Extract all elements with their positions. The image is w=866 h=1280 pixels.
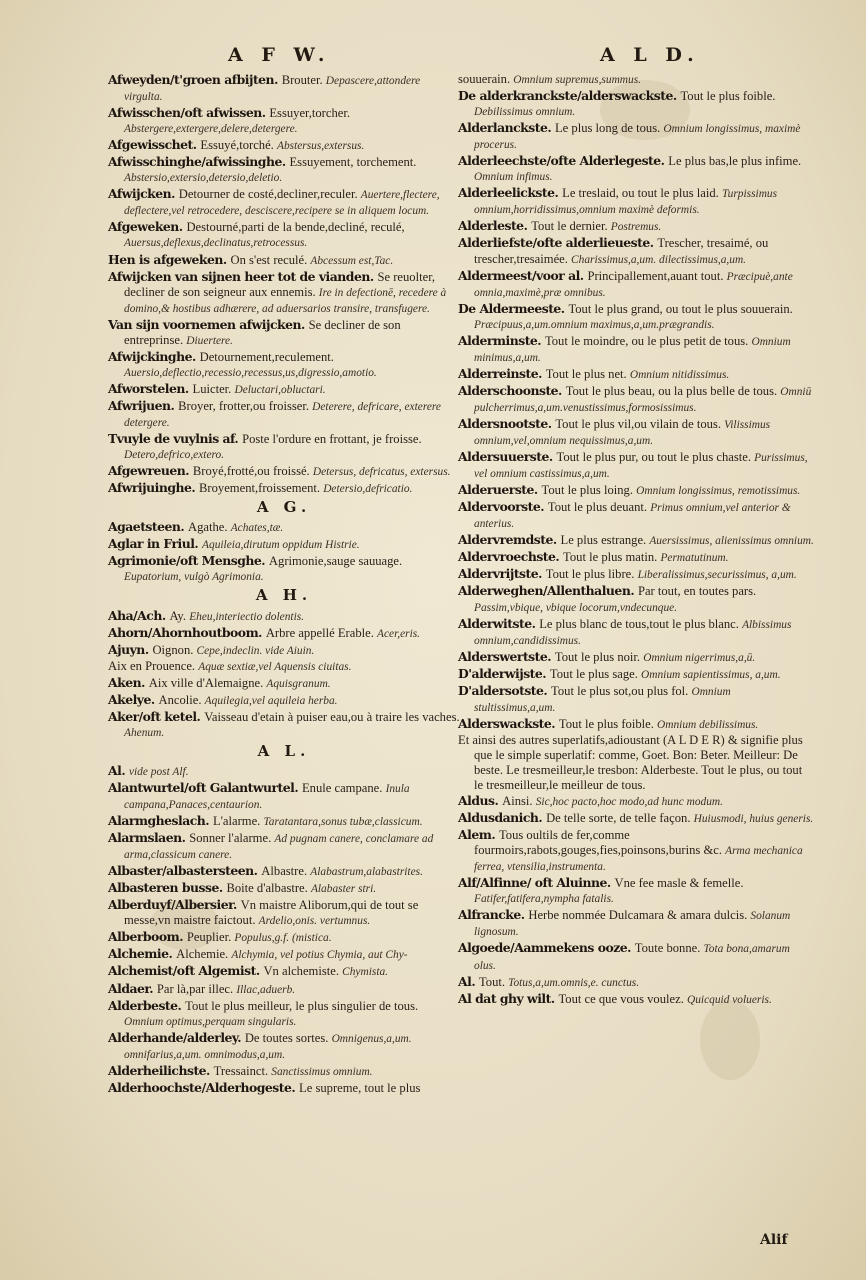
headword: Al dat ghy wilt. — [458, 990, 559, 1006]
headword: Alderliefste/ofte alderlieueste. — [458, 235, 658, 251]
french-gloss: Tout le plus foible. — [680, 89, 776, 104]
headword: Afworstelen. — [108, 380, 193, 396]
latin-gloss: Liberalissimus,securissimus, a,um. — [637, 569, 797, 582]
dictionary-entry — [108, 536, 460, 553]
latin-gloss: Auersissimus, alienissimus omnium. — [649, 535, 814, 548]
headword: Algoede/Aammekens ooze. — [458, 940, 635, 956]
french-gloss: Tout le plus meilleur, le plus singulier de tous. — [185, 998, 419, 1013]
french-gloss: Broyement,froissement. — [199, 481, 324, 496]
dictionary-entry — [458, 666, 814, 683]
french-gloss: Alchemie. — [176, 947, 232, 962]
dictionary-entry — [108, 692, 460, 709]
latin-gloss: Omnium stultissimus,a,um. — [474, 685, 731, 714]
french-gloss: Vn maistre Aliborum,qui de tout se messe,vn maistre faictout. — [124, 898, 419, 928]
latin-gloss: Charissimus,a,um. dilectissimus,a,um. — [571, 253, 747, 266]
header-right: A L D. — [600, 44, 700, 66]
latin-gloss: Omnium nigerrimus,a,ū. — [643, 651, 756, 664]
latin-gloss: Omnium minimus,a,um. — [474, 335, 791, 364]
french-gloss: Tout le plus pur, ou tout le plus chaste. — [556, 450, 755, 465]
headword: Agaetsteen. — [108, 519, 189, 535]
dictionary-entry — [458, 991, 814, 1008]
headword: Afwisschen/oft afwissen. — [108, 105, 270, 121]
headword: Alberduyf/Albersier. — [108, 897, 241, 913]
french-gloss: L'alarme. — [212, 814, 264, 829]
dictionary-entry — [108, 998, 460, 1030]
headword: Aker/oft ketel. — [108, 708, 205, 724]
french-gloss: Tout le plus libre. — [545, 567, 638, 582]
headword: Afgewisschet. — [108, 137, 201, 153]
headword: Van sijn voornemen afwijcken. — [108, 316, 309, 332]
dictionary-entry — [458, 449, 814, 482]
dictionary-entry — [458, 383, 814, 416]
latin-gloss: Permatutinum. — [660, 552, 729, 565]
french-gloss: Tout. — [478, 974, 509, 989]
headword: Aldervoorste. — [458, 499, 548, 515]
headword: Albaster/albastersteen. — [108, 863, 262, 879]
dictionary-entry — [458, 974, 814, 991]
dictionary-entry — [458, 940, 814, 973]
headword: Alarmgheslach. — [108, 813, 213, 829]
french-gloss: De toutes sortes. — [244, 1030, 332, 1045]
french-gloss: Broyé,frotté,ou froissé. — [192, 464, 313, 479]
latin-gloss: Acer,eris. — [377, 627, 421, 640]
dictionary-entry — [458, 482, 814, 499]
french-gloss: Essuyement, torchement. — [289, 155, 417, 170]
headword: Hen is afgeweken. — [108, 251, 231, 267]
latin-gloss: Aquisgranum. — [266, 677, 331, 690]
headword: Aldersuuerste. — [458, 449, 557, 465]
latin-gloss: Omnium optimus,perquam singularis. — [124, 1015, 297, 1028]
french-gloss: Herbe nommée Dulcamara & amara dulcis. — [528, 908, 751, 923]
dictionary-entry — [458, 72, 814, 88]
latin-gloss: Auersio,deflectio,recessio,recessus,us,digressio,amotio. — [124, 366, 377, 379]
dictionary-entry — [458, 235, 814, 267]
headword: Alderwitste. — [458, 615, 540, 631]
french-gloss: Oignon. — [152, 642, 197, 657]
latin-gloss: Taratantara,sonus tubæ,classicum. — [263, 816, 423, 829]
latin-gloss: Omniū pulcherrimus,a,um.venustissimus,formosissimus. — [474, 385, 812, 414]
dictionary-entry — [458, 566, 814, 583]
latin-gloss: Alabastrum,alabastrites. — [310, 866, 423, 879]
french-gloss: Tout le plus beau, ou la plus belle de tous. — [565, 383, 781, 398]
french-gloss: Tout le plus sage. — [549, 666, 642, 681]
latin-gloss: Huiusmodi, huius generis. — [693, 813, 814, 826]
headword: Afgewreuen. — [108, 463, 193, 479]
dictionary-entry — [458, 532, 814, 549]
latin-gloss: Solanum lignosum. — [474, 910, 791, 939]
dictionary-entry — [108, 186, 460, 219]
french-gloss: Tout le plus grand, ou tout le plus souuerain. — [568, 301, 793, 316]
paper-stain — [700, 1000, 760, 1080]
french-gloss: Aix ville d'Alemaigne. — [148, 675, 267, 690]
dictionary-entry — [458, 366, 814, 383]
french-gloss: Luicter. — [192, 381, 235, 396]
latin-gloss: Omnium nitidissimus. — [629, 368, 730, 381]
latin-gloss: Inula campana,Panaces,centaurion. — [124, 782, 410, 812]
catchword: Alif — [760, 1232, 788, 1248]
headword: Aken. — [108, 674, 149, 690]
french-gloss: Ancolie. — [158, 692, 205, 707]
latin-gloss: Deterere, defricare, exterere detergere. — [124, 400, 441, 429]
dictionary-entry — [458, 616, 814, 649]
headword: Alberboom. — [108, 929, 187, 945]
french-gloss: Vne fee masle & femelle. — [614, 876, 744, 891]
dictionary-entry — [458, 301, 814, 333]
latin-gloss: Præcipuè,ante omnia,maximè,præ omnibus. — [474, 270, 793, 299]
dictionary-entry — [108, 1063, 460, 1080]
dictionary-entry — [458, 499, 814, 532]
french-gloss: Detournement,reculement. — [199, 349, 334, 364]
latin-gloss: Illac,aduerb. — [236, 983, 296, 996]
dictionary-entry — [108, 269, 460, 317]
headword: Aldermeest/voor al. — [458, 267, 588, 283]
headword: Alderhoochste/Alderhogeste. — [108, 1079, 300, 1095]
french-gloss: Essuyer,torcher. — [269, 106, 350, 121]
latin-gloss: Omnium sapientissimus, a,um. — [641, 668, 781, 681]
french-gloss: Tout le plus net. — [545, 366, 630, 381]
french-gloss: Par là,par illec. — [156, 981, 237, 996]
french-gloss: souuerain. — [458, 72, 514, 86]
french-gloss: Se decliner de son entreprinse. — [124, 317, 401, 347]
headword: Alderbeste. — [108, 997, 186, 1013]
latin-gloss: Arma mechanica ferrea, vtensilia,instrumenta. — [474, 845, 803, 874]
headword: Ajuyn. — [108, 641, 153, 657]
headword: Al. — [108, 762, 129, 778]
dictionary-entry — [458, 88, 814, 120]
headword: Ahorn/Ahornhoutboom. — [108, 624, 266, 640]
latin-gloss: Populus,g.f. (mistica. — [234, 932, 332, 945]
french-gloss: Arbre appellé Erable. — [265, 625, 377, 640]
headword: Alderleste. — [458, 218, 532, 234]
dictionary-entry — [108, 480, 460, 497]
dictionary-entry — [108, 608, 460, 625]
headword: Akelye. — [108, 691, 159, 707]
headword: Alderschoonste. — [458, 382, 566, 398]
latin-gloss: Ardelio,onis. vertumnus. — [258, 915, 371, 928]
latin-gloss: Vilissimus omnium,vel,omnium nequissimus,a,um. — [474, 418, 771, 448]
dictionary-entry — [108, 963, 460, 980]
french-gloss: Destourné,parti de la bende,decliné, reculé, — [186, 220, 405, 235]
headword: Alderheilichste. — [108, 1062, 214, 1078]
french-gloss: Se reuolter, decliner de son seigneur aux ennemis. — [124, 269, 436, 299]
latin-gloss: Totus,a,um.omnis,e. cunctus. — [508, 976, 640, 989]
latin-gloss: Eheu,interiectio dolentis. — [189, 610, 305, 623]
dictionary-entry — [108, 946, 460, 963]
dictionary-entry — [108, 553, 460, 585]
french-gloss: Tout le plus foible. — [558, 716, 658, 731]
latin-gloss: Ahenum. — [124, 726, 165, 739]
french-gloss: Tous oultils de fer,comme fourmoirs,rabots,gouges,fies,poinsons,burins &c. — [474, 828, 726, 858]
headword: Aldervrijtste. — [458, 566, 546, 582]
latin-gloss: Præcipuus,a,um.omnium maximus,a,um.prægrandis. — [474, 318, 715, 331]
french-gloss: Tout le plus loing. — [541, 483, 637, 498]
latin-gloss: Chymista. — [342, 966, 389, 979]
latin-gloss: Debilissimus omnium. — [474, 106, 576, 119]
latin-gloss: Omnium debilissimus. — [657, 718, 759, 731]
latin-gloss: Abcessum est,Tac. — [310, 254, 394, 267]
headword: Alem. — [458, 827, 499, 843]
latin-gloss: vide post Alf. — [128, 765, 189, 778]
latin-gloss: Cepe,indeclin. vide Aiuin. — [196, 644, 315, 657]
dictionary-entry — [108, 252, 460, 269]
french-gloss: Poste l'ordure en frottant, je froisse. — [242, 432, 422, 447]
latin-gloss: Alabaster stri. — [310, 883, 377, 896]
latin-gloss: Tota bona,amarum olus. — [474, 943, 790, 972]
dictionary-entry — [458, 733, 814, 793]
headword: Alderuerste. — [458, 482, 542, 498]
latin-gloss: Achates,tæ. — [230, 522, 284, 535]
latin-gloss: Abstersus,extersus. — [276, 140, 365, 153]
latin-gloss: Abstersio,extersio,detersio,deletio. — [124, 172, 283, 185]
latin-gloss: Aquilegia,vel aquileia herba. — [204, 694, 338, 707]
latin-gloss: Postremus. — [610, 221, 662, 234]
french-gloss: Aix en Prouence. — [108, 658, 199, 673]
latin-gloss: Omnium infimus. — [474, 171, 553, 184]
french-gloss: Tout le plus matin. — [563, 550, 661, 565]
headword: Aldervroechste. — [458, 549, 564, 565]
dictionary-entry — [458, 683, 814, 716]
french-gloss: Tout le dernier. — [531, 219, 611, 234]
dictionary-entry — [108, 154, 460, 186]
headword: Alderminste. — [458, 332, 545, 348]
dictionary-entry — [108, 659, 460, 675]
headword: D'aldersotste. — [458, 682, 552, 698]
french-gloss: Agathe. — [188, 520, 231, 535]
dictionary-entry — [458, 810, 814, 827]
headword: Aglar in Friul. — [108, 536, 203, 552]
latin-gloss: Primus omnium,vel anterior & anterius. — [474, 502, 791, 531]
latin-gloss: Omnium supremus,summus. — [513, 74, 641, 86]
headword: Afweyden/t'groen afbijten. — [108, 72, 282, 87]
headword: Aldusdanich. — [458, 810, 547, 826]
section-heading: A G. — [256, 498, 312, 517]
dictionary-entry — [458, 827, 814, 875]
headword: Afgeweken. — [108, 219, 187, 235]
dictionary-entry — [458, 649, 814, 666]
headword: Alantwurtel/oft Galantwurtel. — [108, 779, 302, 795]
latin-gloss: Abstergere,extergere,delere,detergere. — [124, 123, 298, 136]
headword: Alarmslaen. — [108, 830, 190, 846]
french-gloss: Tout le plus noir. — [554, 649, 644, 664]
headword: Afwisschinghe/afwissinghe. — [108, 154, 290, 170]
dictionary-entry — [108, 709, 460, 741]
latin-gloss: Detersio,defricatio. — [323, 483, 413, 496]
header-left: A F W. — [228, 44, 331, 66]
french-gloss: Detourner de costé,decliner,reculer. — [178, 187, 361, 202]
french-gloss: Brouter. — [281, 73, 326, 87]
french-gloss: Trescher, tresaimé, ou trescher,tresaimée. — [474, 236, 769, 266]
dictionary-entry — [108, 317, 460, 349]
dictionary-entry — [108, 519, 460, 536]
latin-gloss: Eupatorium, vulgò Agrimonia. — [124, 571, 264, 584]
headword: Aldervremdste. — [458, 532, 561, 548]
dictionary-entry — [458, 416, 814, 449]
headword: Alderswertste. — [458, 648, 555, 664]
headword: Afwijcken van sijnen heer tot de vianden. — [108, 268, 378, 284]
french-gloss: Sonner l'alarme. — [189, 831, 275, 846]
latin-gloss: Ire in defectionē, recedere à domino,& hostibus adhærere, ad aduersarios transire, transfugere. — [124, 286, 447, 315]
french-gloss: Essuyé,torché. — [200, 138, 277, 153]
dictionary-entry — [108, 431, 460, 463]
dictionary-entry — [108, 1080, 460, 1096]
french-gloss: Ainsi. — [502, 794, 536, 809]
french-gloss: Tout le plus sot,ou plus fol. — [551, 683, 692, 698]
latin-gloss: Deluctari,obluctari. — [234, 383, 326, 396]
dictionary-entry — [108, 981, 460, 998]
dictionary-entry — [458, 583, 814, 615]
right-column — [458, 72, 814, 1008]
dictionary-entry — [108, 642, 460, 659]
latin-gloss: Albissimus omnium,candidissimus. — [474, 618, 792, 647]
latin-gloss: Fatifer,fatifera,nympha fatalis. — [474, 893, 614, 906]
french-gloss: Peuplier. — [186, 930, 235, 945]
headword: Tvuyle de vuylnis af. — [108, 431, 243, 447]
dictionary-entry — [108, 813, 460, 830]
dictionary-entry — [108, 105, 460, 137]
headword: Alderleechste/ofte Alderlegeste. — [458, 153, 669, 169]
dictionary-entry — [458, 793, 814, 810]
french-gloss: Tout le plus deuant. — [547, 500, 651, 515]
dictionary-entry — [108, 137, 460, 154]
french-gloss: Tout le plus vil,ou vilain de tous. — [555, 416, 725, 431]
section-heading: A H. — [255, 586, 313, 605]
french-gloss: Albastre. — [261, 864, 311, 879]
dictionary-entry — [108, 219, 460, 251]
french-gloss: De telle sorte, de telle façon. — [546, 811, 694, 826]
dictionary-entry — [108, 863, 460, 880]
latin-gloss: Auersus,deflexus,declinatus,retrocessus. — [124, 237, 308, 250]
headword: Afwrijuen. — [108, 397, 179, 413]
dictionary-entry — [108, 763, 460, 780]
headword: Alderleelickste. — [458, 185, 563, 201]
headword: Alchemist/oft Algemist. — [108, 963, 264, 979]
french-gloss: Boite d'albastre. — [226, 881, 311, 896]
latin-gloss: Omnium longissimus, remotissimus. — [636, 485, 801, 498]
dictionary-entry — [458, 268, 814, 301]
french-gloss: Principallement,auant tout. — [587, 268, 727, 283]
french-gloss: Le treslaid, ou tout le plus laid. — [562, 186, 722, 201]
headword: Alchemie. — [108, 946, 177, 962]
latin-gloss: Auertere,flectere, deflectere,vel retrocedere, desciscere,recipere se in aliquem locum. — [124, 189, 440, 218]
headword: Aldaer. — [108, 980, 157, 996]
french-gloss: Par tout, en toutes pars. — [637, 584, 757, 599]
dictionary-entry — [458, 549, 814, 566]
french-gloss: Le plus long de tous. — [554, 121, 664, 136]
french-gloss: Agrimonie,sauge sauuage. — [268, 554, 403, 569]
french-gloss: Broyer, frotter,ou froisser. — [178, 398, 313, 413]
latin-gloss: Depascere,attondere virgulta. — [124, 75, 421, 104]
latin-gloss: Detero,defrico,extero. — [124, 449, 225, 462]
running-header — [0, 44, 866, 70]
headword: Afwijcken. — [108, 186, 179, 202]
french-gloss: Le plus blanc de tous,tout le plus blanc. — [539, 616, 743, 631]
french-gloss: Le plus estrange. — [560, 533, 650, 548]
headword: Aha/Ach. — [108, 607, 170, 623]
dictionary-entry — [458, 120, 814, 153]
french-gloss: Vaisseau d'etain à puiser eau,ou à traire les vaches. — [204, 709, 460, 724]
latin-gloss: Passim,vbique, vbique locorum,vndecunque. — [474, 601, 678, 614]
headword: Afwrijuinghe. — [108, 480, 200, 496]
dictionary-entry — [108, 880, 460, 897]
latin-gloss: Turpissimus omnium,horridissimus,omnium maximè deformis. — [474, 188, 778, 217]
french-gloss: Tout le moindre, ou le plus petit de tous. — [544, 333, 752, 348]
latin-gloss: Aquileia,dirutum oppidum Histrie. — [202, 539, 360, 552]
latin-gloss: Sic,hoc pacto,hoc modo,ad hunc modum. — [535, 796, 723, 809]
french-gloss: On s'est reculé. — [230, 252, 311, 267]
french-gloss: Enule campane. — [301, 780, 386, 795]
section-heading: A L. — [257, 741, 311, 760]
dictionary-entry — [458, 185, 814, 218]
dictionary-entry — [458, 875, 814, 907]
headword: Aldus. — [458, 793, 503, 809]
dictionary-entry — [108, 625, 460, 642]
headword: Alderreinste. — [458, 365, 546, 381]
latin-gloss: Alchymia, vel potius Chymia, aut Chy- — [231, 949, 408, 962]
dictionary-entry — [108, 929, 460, 946]
headword: Al. — [458, 973, 479, 989]
dictionary-entry — [108, 675, 460, 692]
dictionary-entry — [458, 716, 814, 733]
headword: D'alderwijste. — [458, 665, 550, 681]
dictionary-entry — [108, 381, 460, 398]
dictionary-entry — [458, 218, 814, 235]
latin-gloss: Detersus, defricatus, extersus. — [312, 466, 451, 479]
french-gloss: Toute bonne. — [634, 941, 704, 956]
headword: De alderkranckste/alderswackste. — [458, 88, 681, 104]
headword: Alderweghen/Allenthaluen. — [458, 583, 638, 599]
dictionary-entry — [108, 897, 460, 929]
headword: Alf/Alfinne/ oft Aluinne. — [458, 875, 615, 891]
headword: Agrimonie/oft Mensghe. — [108, 553, 269, 569]
left-column — [108, 72, 460, 1096]
latin-gloss: Aquæ sextiæ,vel Aquensis ciuitas. — [198, 660, 352, 673]
latin-gloss: Omnigenus,a,um. omnifarius,a,um. omnimodus,a,um. — [124, 1032, 412, 1061]
latin-gloss: Sanctissimus omnium. — [271, 1065, 373, 1078]
french-gloss: Le plus bas,le plus infime. — [668, 154, 802, 169]
headword: Albasteren busse. — [108, 880, 227, 896]
dictionary-entry — [108, 1030, 460, 1063]
dictionary-entry — [108, 463, 460, 480]
french-gloss: Vn alchemiste. — [263, 964, 343, 979]
latin-gloss: Quicquid volueris. — [687, 993, 772, 1006]
latin-gloss: Purissimus, vel omnium castissimus,a,um. — [474, 452, 808, 481]
headword: Alderswackste. — [458, 715, 559, 731]
french-gloss: Tout ce que vous voulez. — [558, 991, 688, 1006]
latin-gloss: Ad pugnam canere, conclamare ad arma,classicum canere. — [124, 833, 434, 862]
latin-gloss: Diuertere. — [186, 334, 233, 347]
french-gloss: Et ainsi des autres superlatifs,adioustant (A L D E R) & signifie plus que le simple superlatif: comme, Goet. Bon: Beter. Meilleur: De beste. Le tresmeilleur,le tresbon: Alderbeste. Tout le plus, ou tout le tresmeilleur,le meilleur de tous. — [458, 732, 803, 793]
dictionary-entry — [458, 333, 814, 366]
dictionary-entry — [108, 398, 460, 431]
dictionary-entry — [108, 830, 460, 863]
latin-gloss: Omnium longissimus, maximè procerus. — [474, 123, 801, 152]
french-gloss: Le supreme, tout le plus — [299, 1080, 421, 1095]
dictionary-entry — [108, 349, 460, 381]
headword: Alderlanckste. — [458, 120, 555, 136]
french-gloss: Tressainct. — [213, 1063, 272, 1078]
headword: Aldersnootste. — [458, 415, 556, 431]
headword: Afwijckinghe. — [108, 348, 200, 364]
headword: Alfrancke. — [458, 907, 529, 923]
dictionary-entry — [458, 153, 814, 185]
french-gloss: Ay. — [169, 608, 190, 623]
dictionary-entry — [458, 907, 814, 940]
headword: Alderhande/alderley. — [108, 1029, 245, 1045]
dictionary-entry — [108, 72, 460, 105]
headword: De Aldermeeste. — [458, 300, 569, 316]
dictionary-entry — [108, 780, 460, 813]
